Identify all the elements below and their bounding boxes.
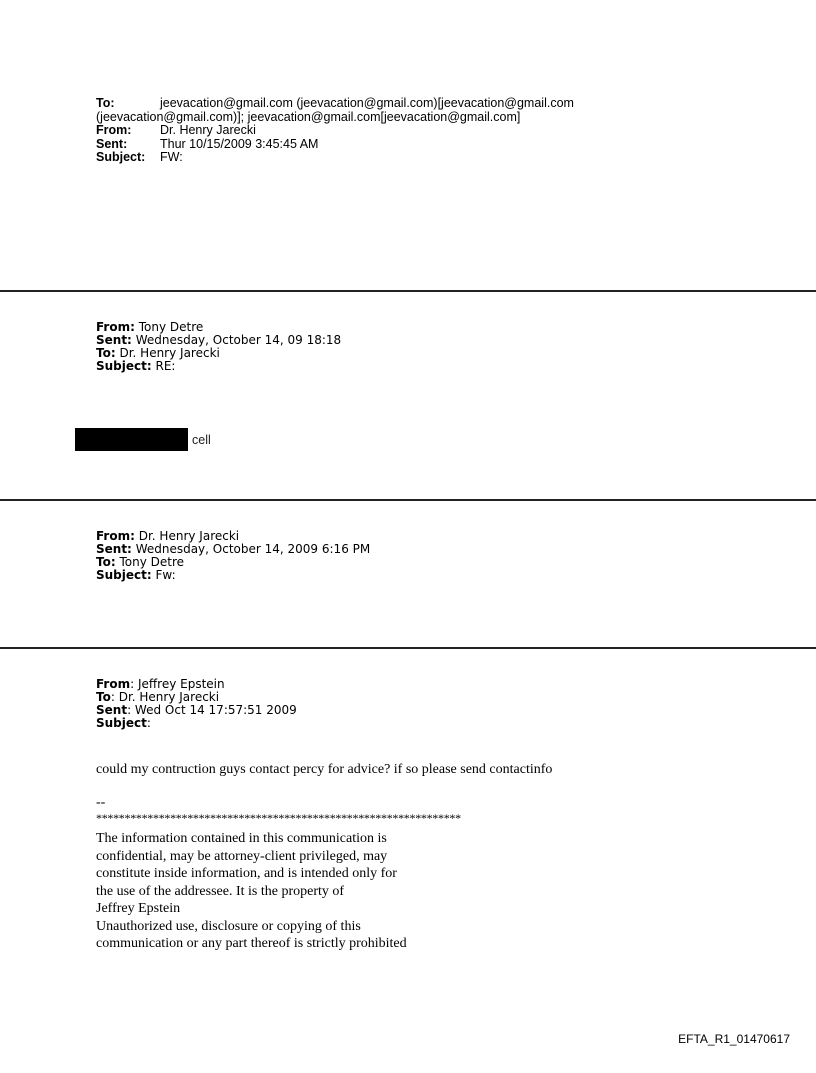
to-label: To: [96, 96, 115, 110]
disclaimer-line: constitute inside information, and is intended only for [96, 866, 397, 881]
from-label: From: [96, 529, 135, 543]
to-row [96, 97, 796, 111]
to-row: To: Dr. Henry Jarecki [96, 690, 220, 704]
sent-value: Wednesday, October 14, 2009 6:16 PM [135, 542, 371, 556]
to-value: Dr. Henry Jarecki [119, 346, 220, 360]
disclaimer-line: Jeffrey Epstein [96, 901, 181, 916]
sent-label: Sent: [96, 136, 128, 151]
document-id: EFTA_R1_01470617 [678, 1032, 790, 1046]
subject-label: Subject [96, 716, 147, 730]
sent-value: Wed Oct 14 17:57:51 2009 [134, 703, 297, 717]
from-value: Jeffrey Epstein [137, 677, 225, 691]
forwarded-header-1 [96, 321, 341, 373]
signature-dash: -- [96, 795, 106, 810]
subject-value: Fw: [155, 568, 176, 582]
disclaimer-line: confidential, may be attorney-client privileged, may [96, 848, 388, 864]
sent-label: Sent: [96, 333, 132, 347]
sent-label: Sent: [96, 542, 132, 556]
signature-stars: **************************************************************** [96, 811, 461, 825]
sent-value: Thur 10/15/2009 3:45:45 AM [160, 136, 319, 151]
to-label: To [96, 690, 111, 704]
from-row: From: Jeffrey Epstein [96, 677, 225, 691]
from-label: From: [96, 320, 135, 334]
sent-row [96, 138, 796, 152]
to-value: Tony Detre [119, 555, 185, 569]
subject-value: FW: [160, 150, 183, 164]
subject-label: Subject: [96, 568, 152, 582]
from-value: Tony Detre [138, 320, 204, 334]
subject-row [96, 360, 341, 373]
to-label: To: [96, 346, 116, 360]
subject-value: RE: [155, 359, 176, 373]
subject-row [96, 151, 796, 165]
disclaimer-line: communication or any part thereof is strictly prohibited [96, 936, 407, 951]
disclaimer [96, 830, 407, 953]
divider [0, 499, 816, 501]
subject-label: Subject: [96, 150, 146, 164]
divider [0, 647, 816, 649]
disclaimer-line: Unauthorized use, disclosure or copying of this [96, 918, 361, 934]
from-row [96, 124, 796, 138]
email-header [96, 97, 796, 165]
cell-text: cell [192, 433, 211, 447]
to-value-line2: (jeevacation@gmail.com)]; jeevacation@gmail.com[jeevacation@gmail.com] [96, 109, 521, 124]
from-label: From [96, 677, 131, 691]
forwarded-header-2 [96, 530, 370, 582]
redaction-box [75, 428, 188, 451]
to-value-line1: jeevacation@gmail.com (jeevacation@gmail.com)[jeevacation@gmail.com [160, 96, 574, 110]
to-value: Dr. Henry Jarecki [118, 690, 220, 704]
message-body: could my contruction guys contact percy for advice? if so please send contactinfo [96, 762, 553, 777]
divider [0, 290, 816, 292]
subject-row: Subject: [96, 716, 151, 730]
sent-row: Sent: Wed Oct 14 17:57:51 2009 [96, 703, 297, 717]
forwarded-header-3 [96, 678, 297, 730]
from-value: Dr. Henry Jarecki [160, 123, 256, 137]
from-value: Dr. Henry Jarecki [138, 529, 240, 543]
sent-value: Wednesday, October 14, 09 18:18 [135, 333, 342, 347]
sent-label: Sent [96, 703, 128, 717]
disclaimer-line: The information contained in this communication is [96, 831, 387, 846]
from-label: From: [96, 123, 132, 137]
disclaimer-line: the use of the addressee. It is the property of [96, 883, 345, 899]
to-label: To: [96, 555, 116, 569]
subject-row [96, 569, 370, 582]
subject-label: Subject: [96, 359, 152, 373]
